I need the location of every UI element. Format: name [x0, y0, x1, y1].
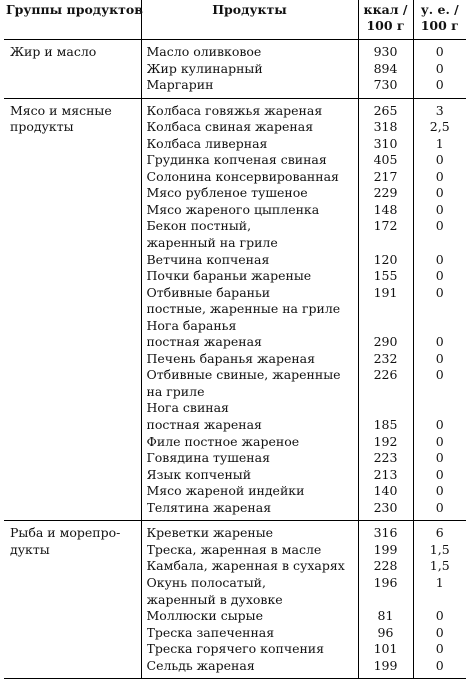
- ue-value: 0: [435, 367, 444, 383]
- product-name: Отбивные бараньи: [146, 284, 271, 300]
- kcal-value: 172: [373, 218, 398, 234]
- product-name: Колбаса свиная жареная: [146, 119, 314, 135]
- ue-spacer: [417, 235, 464, 252]
- product-name: Масло оливковое: [146, 44, 262, 59]
- product-name: Бекон постный,: [146, 218, 252, 234]
- kcal-value: 120: [373, 251, 398, 267]
- product-name: Камбала, жаренная в сухарях: [146, 558, 345, 574]
- product-name: Жир кулинарный: [146, 60, 263, 76]
- product-name: Солонина консервированная: [146, 168, 339, 184]
- product-name: постная жареная: [146, 417, 262, 433]
- ue-value: 0: [435, 657, 444, 673]
- kcal-spacer: [362, 384, 410, 401]
- kcal-value: 290: [373, 334, 398, 350]
- kcal-spacer: [362, 235, 410, 252]
- ue-value: 2,5: [429, 119, 450, 135]
- ue-value: 0: [435, 268, 444, 284]
- header-ue-line1: у. е. /: [420, 2, 459, 17]
- group-name: Мясо и мясные продукты: [4, 98, 141, 521]
- ue-value: 0: [435, 334, 444, 350]
- ue-spacer: [417, 592, 464, 609]
- ue-value: 0: [435, 284, 444, 300]
- product-name: Печень баранья жареная: [146, 350, 316, 366]
- kcal-value: 226: [373, 367, 398, 383]
- ue-value: 0: [435, 77, 444, 93]
- ue-spacer: [417, 301, 464, 318]
- header-kcal-line1: ккал /: [363, 2, 408, 17]
- ue-value: 1: [435, 135, 444, 151]
- product-name: Мясо рубленое тушеное: [146, 185, 308, 201]
- product-name: постные, жаренные на гриле: [146, 301, 341, 317]
- group-name: Жир и масло: [4, 40, 141, 99]
- ue-value: 0: [435, 185, 444, 201]
- ue-value: 0: [435, 44, 444, 59]
- product-name: Колбаса говяжья жареная: [146, 102, 323, 118]
- product-name: Треска, жаренная в масле: [146, 541, 322, 557]
- ue-cell: [413, 521, 466, 679]
- calorie-table: [4, 0, 466, 679]
- ue-spacer: [417, 400, 464, 417]
- kcal-value: 199: [373, 541, 398, 557]
- product-name: Телятина жареная: [146, 499, 272, 515]
- product-name: Мясо жареного цыпленка: [146, 201, 320, 217]
- kcal-value: 196: [373, 574, 398, 590]
- header-product: Продукты: [141, 0, 358, 40]
- ue-value: 0: [435, 60, 444, 76]
- kcal-value: 316: [373, 525, 398, 541]
- kcal-value: 148: [373, 201, 398, 217]
- group-row: [4, 521, 466, 679]
- ue-value: 6: [435, 525, 444, 541]
- product-name: Почки бараньи жареные: [146, 268, 312, 284]
- product-name: на гриле: [146, 383, 205, 399]
- kcal-value: 229: [373, 185, 398, 201]
- product-name: Филе постное жареное: [146, 433, 300, 449]
- header-kcal: [358, 0, 413, 40]
- kcal-value: 228: [373, 558, 398, 574]
- product-name: постная жареная: [146, 334, 262, 350]
- kcal-value: 230: [373, 499, 398, 515]
- ue-value: 1,5: [429, 541, 450, 557]
- header-ue-line2: 100 г: [420, 18, 459, 33]
- ue-value: 0: [435, 152, 444, 168]
- kcal-value: 96: [377, 624, 394, 640]
- kcal-value: 140: [373, 483, 398, 499]
- ue-value: 0: [435, 251, 444, 267]
- kcal-spacer: [362, 400, 410, 417]
- ue-value: 0: [435, 466, 444, 482]
- product-name: Креветки жареные: [146, 525, 274, 541]
- kcal-value: 894: [373, 60, 398, 76]
- ue-value: 1,5: [429, 558, 450, 574]
- product-name: жаренный в духовке: [146, 591, 283, 607]
- ue-value: 0: [435, 641, 444, 657]
- products-cell: [141, 521, 358, 679]
- header-ue: [413, 0, 466, 40]
- kcal-value: 191: [373, 284, 398, 300]
- kcal-value: 232: [373, 350, 398, 366]
- ue-value: 3: [435, 102, 444, 118]
- kcal-spacer: [362, 301, 410, 318]
- kcal-value: 199: [373, 657, 398, 673]
- product-name: Сельдь жареная: [146, 657, 255, 673]
- products-cell: [141, 40, 358, 99]
- ue-value: 0: [435, 433, 444, 449]
- products-cell: [141, 98, 358, 521]
- product-name: Маргарин: [146, 77, 214, 93]
- kcal-value: 223: [373, 450, 398, 466]
- group-name: Рыба и морепро- дукты: [4, 521, 141, 679]
- kcal-spacer: [362, 318, 410, 335]
- ue-value: 0: [435, 417, 444, 433]
- product-name: Окунь полосатый,: [146, 574, 266, 590]
- product-name: Отбивные свиные, жаренные: [146, 367, 341, 383]
- kcal-cell: [358, 40, 413, 99]
- product-name: жаренный на гриле: [146, 235, 278, 251]
- ue-value: 0: [435, 168, 444, 184]
- ue-cell: [413, 40, 466, 99]
- ue-value: 0: [435, 350, 444, 366]
- header-kcal-line2: 100 г: [366, 18, 405, 33]
- kcal-value: 155: [373, 268, 398, 284]
- kcal-value: 405: [373, 152, 398, 168]
- ue-cell: [413, 98, 466, 521]
- kcal-value: 730: [373, 77, 398, 93]
- product-name: Треска запеченная: [146, 624, 275, 640]
- kcal-value: 192: [373, 433, 398, 449]
- product-name: Говядина тушеная: [146, 450, 270, 466]
- product-name: Треска горячего копчения: [146, 641, 325, 657]
- kcal-value: 213: [373, 466, 398, 482]
- product-name: Колбаса ливерная: [146, 135, 268, 151]
- product-name: Ветчина копченая: [146, 251, 270, 267]
- group-row: [4, 40, 466, 99]
- kcal-value: 930: [373, 44, 398, 59]
- ue-spacer: [417, 384, 464, 401]
- product-name: Моллюски сырые: [146, 608, 264, 624]
- ue-value: 1: [435, 574, 444, 590]
- kcal-cell: [358, 521, 413, 679]
- kcal-value: 310: [373, 135, 398, 151]
- ue-value: 0: [435, 624, 444, 640]
- product-name: Грудинка копченая свиная: [146, 152, 327, 168]
- ue-value: 0: [435, 608, 444, 624]
- product-name: Нога свиная: [146, 400, 229, 416]
- kcal-cell: [358, 98, 413, 521]
- kcal-value: 318: [373, 119, 398, 135]
- product-name: Нога баранья: [146, 317, 237, 333]
- ue-value: 0: [435, 201, 444, 217]
- ue-value: 0: [435, 450, 444, 466]
- product-name: Мясо жареной индейки: [146, 483, 305, 499]
- kcal-value: 81: [377, 608, 394, 624]
- header-group: Группы продуктов: [4, 0, 141, 40]
- kcal-value: 185: [373, 417, 398, 433]
- ue-value: 0: [435, 218, 444, 234]
- header-row: [4, 0, 466, 40]
- product-name: Язык копченый: [146, 466, 252, 482]
- kcal-value: 265: [373, 102, 398, 118]
- ue-value: 0: [435, 499, 444, 515]
- group-row: [4, 98, 466, 521]
- kcal-spacer: [362, 592, 410, 609]
- kcal-value: 101: [373, 641, 398, 657]
- ue-value: 0: [435, 483, 444, 499]
- kcal-value: 217: [373, 168, 398, 184]
- ue-spacer: [417, 318, 464, 335]
